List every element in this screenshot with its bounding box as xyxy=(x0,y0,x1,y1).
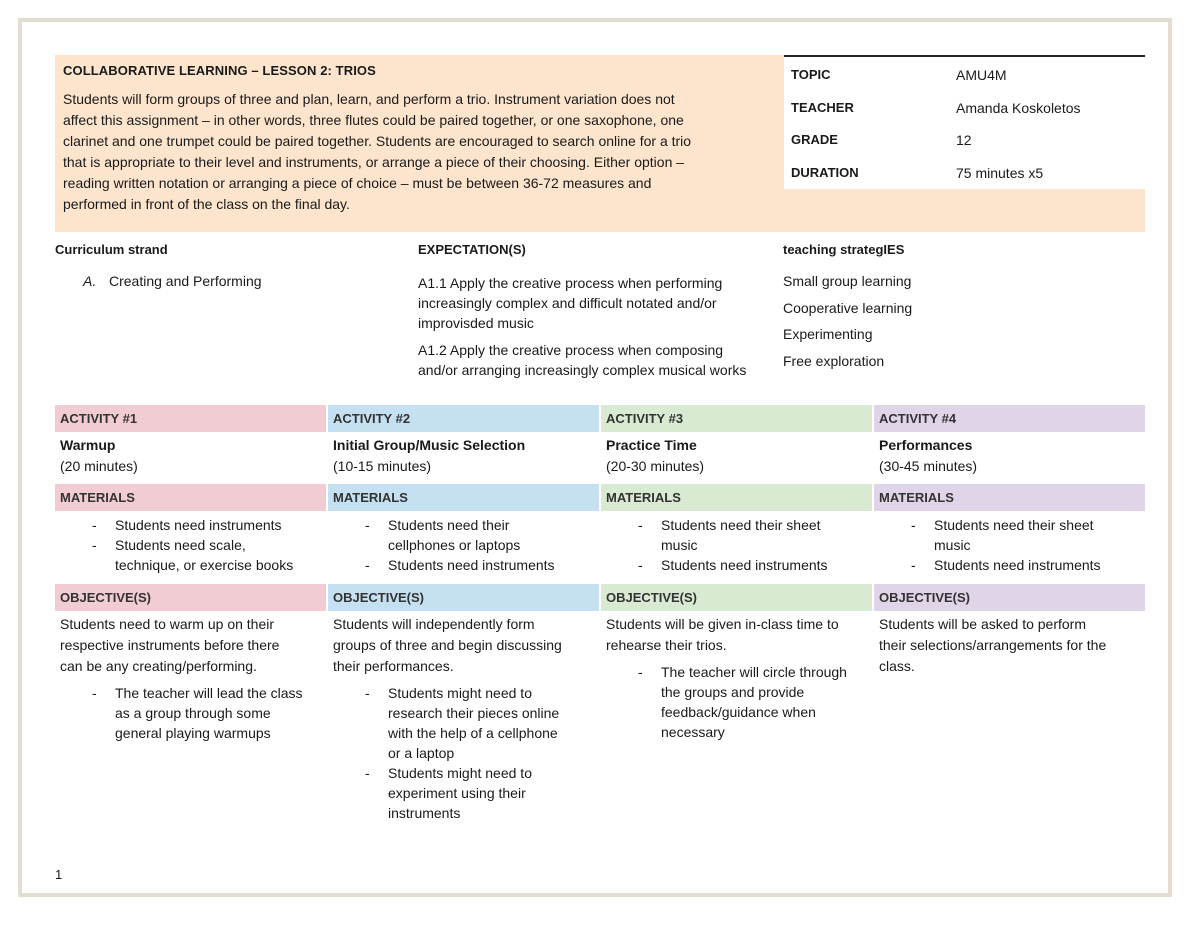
objective-bullet-line: - The teacher will lead the class xyxy=(115,685,303,701)
objective-line: Students will independently form xyxy=(333,616,535,632)
activity-4-materials-list xyxy=(879,515,1140,575)
description-line: reading written notation or arranging a piece of choice – must be between 36-72 measures and xyxy=(63,175,652,191)
description-line: Students will form groups of three and plan, learn, and perform a trio. Instrument variation does not xyxy=(63,91,675,107)
activity-3-objective-bullets xyxy=(606,662,867,742)
activity-4-duration: (30-45 minutes) xyxy=(879,458,978,474)
expectation-line: improvisded music xyxy=(418,315,534,331)
material-item xyxy=(606,515,867,555)
activity-2-title: Initial Group/Music Selection xyxy=(333,437,526,453)
activity-3-duration: (20-30 minutes) xyxy=(606,458,705,474)
material-line: - Students need instruments xyxy=(661,557,828,573)
activity-4-materials-label: MATERIALS xyxy=(879,490,954,505)
material-item xyxy=(333,555,594,575)
activity-2-objective-text xyxy=(333,614,596,677)
material-line: - Students need instruments xyxy=(115,517,282,533)
expectation-item xyxy=(418,340,788,380)
objective-bullet-line: - The teacher will circle through xyxy=(661,664,847,680)
material-item xyxy=(333,515,594,555)
activity-3-materials-list xyxy=(606,515,867,575)
activity-4-objective-label: OBJECTIVE(S) xyxy=(879,590,971,605)
material-item xyxy=(879,515,1140,555)
activity-1-objective-label: OBJECTIVE(S) xyxy=(60,590,152,605)
description-line: affect this assignment – in other words, three flutes could be paired together, or one saxophone, one xyxy=(63,112,684,128)
description-line: performed in front of the class on the final day. xyxy=(63,196,350,212)
expectations-heading: EXPECTATION(S) xyxy=(418,242,526,257)
expectation-item xyxy=(418,273,788,333)
objective-bullet-line: - Students might need to xyxy=(388,685,532,701)
strategy-item: Experimenting xyxy=(783,326,873,342)
activity-2-label: ACTIVITY #2 xyxy=(333,411,411,426)
objective-bullet-line: as a group through some xyxy=(115,705,271,721)
material-line: technique, or exercise books xyxy=(115,557,294,573)
info-label: TEACHER xyxy=(791,99,854,115)
activity-3-objective-text xyxy=(606,614,869,656)
objective-line: rehearse their trios. xyxy=(606,637,727,653)
activity-4-label: ACTIVITY #4 xyxy=(879,411,957,426)
activity-2-objective-bullets xyxy=(333,683,594,823)
material-line: - Students need their sheet xyxy=(934,517,1094,533)
objective-line: Students will be asked to perform xyxy=(879,616,1086,632)
objective-bullet-line: the groups and provide xyxy=(661,684,805,700)
material-line: music xyxy=(934,537,971,553)
activity-1-objective-bullets xyxy=(60,683,321,743)
expectation-line: increasingly complex and difficult notated and/or xyxy=(418,295,717,311)
objective-bullet-line: research their pieces online xyxy=(388,705,560,721)
info-label: TOPIC xyxy=(791,67,831,82)
objective-line: Students will be given in-class time to xyxy=(606,616,839,632)
activity-1-materials-label: MATERIALS xyxy=(60,490,135,505)
activity-2-duration: (10-15 minutes) xyxy=(333,458,432,474)
material-line: cellphones or laptops xyxy=(388,537,521,553)
material-line: - Students need scale, xyxy=(115,537,246,553)
expectation-line: A1.1 Apply the creative process when performing xyxy=(418,275,723,291)
objective-bullet-line: feedback/guidance when xyxy=(661,704,816,720)
objective-line: Students need to warm up on their xyxy=(60,616,275,632)
description-line: that is appropriate to their level and instruments, or arrange a piece of their choosing. Either option – xyxy=(63,154,685,170)
material-item xyxy=(879,555,1140,575)
activity-1-duration: (20 minutes) xyxy=(60,458,138,474)
info-value: 75 minutes x5 xyxy=(956,164,1044,181)
material-line: - Students need instruments xyxy=(388,557,555,573)
lesson-description xyxy=(63,89,763,215)
teaching-strategies-heading: teaching strategIES xyxy=(783,242,905,257)
info-label: DURATION xyxy=(791,164,859,180)
page-number: 1 xyxy=(55,867,63,882)
objective-bullet-line: instruments xyxy=(388,805,461,821)
material-item xyxy=(606,555,867,575)
activity-1-title: Warmup xyxy=(60,437,116,453)
material-line: - Students need their sheet xyxy=(661,517,821,533)
info-value: Amanda Koskoletos xyxy=(956,99,1081,116)
objective-bullet xyxy=(60,683,321,743)
info-value: 12 xyxy=(956,132,972,148)
material-line: - Students need instruments xyxy=(934,557,1101,573)
strategy-item: Free exploration xyxy=(783,352,885,369)
lesson-info-table xyxy=(784,55,1145,189)
activity-3-objective-label: OBJECTIVE(S) xyxy=(606,590,698,605)
strand-letter: A. xyxy=(83,273,97,289)
material-line: - Students need their xyxy=(388,517,510,533)
info-label: GRADE xyxy=(791,132,838,147)
objective-bullet-line: experiment using their xyxy=(388,785,526,801)
objective-line: class. xyxy=(879,658,915,674)
activity-3-label: ACTIVITY #3 xyxy=(606,411,684,426)
expectation-line: A1.2 Apply the creative process when composing xyxy=(418,342,724,358)
material-item xyxy=(60,535,321,575)
info-value: AMU4M xyxy=(956,67,1007,83)
activity-4-title: Performances xyxy=(879,437,973,453)
objective-bullet-line: necessary xyxy=(661,724,725,740)
description-line: clarinet and one trumpet could be paired together. Students are encouraged to search online for a trio xyxy=(63,133,692,149)
objective-line: respective instruments before there xyxy=(60,637,280,653)
activity-2-materials-list xyxy=(333,515,594,575)
objective-line: their selections/arrangements for the xyxy=(879,637,1107,653)
objective-line: can be any creating/performing. xyxy=(60,658,257,674)
objective-bullet-line: - Students might need to xyxy=(388,765,532,781)
lesson-title: COLLABORATIVE LEARNING – LESSON 2: TRIOS xyxy=(63,63,376,78)
strand-item xyxy=(83,273,262,289)
objective-line: their performances. xyxy=(333,658,454,674)
strand-text: Creating and Performing xyxy=(109,273,262,289)
material-line: music xyxy=(661,537,698,553)
expectation-line: and/or arranging increasingly complex musical works xyxy=(418,362,747,378)
activity-3-materials-label: MATERIALS xyxy=(606,490,681,505)
activity-2-materials-label: MATERIALS xyxy=(333,490,408,505)
material-item xyxy=(60,515,321,535)
objective-line: groups of three and begin discussing xyxy=(333,637,562,653)
activity-3-title: Practice Time xyxy=(606,437,697,453)
objective-bullet xyxy=(606,662,867,742)
objective-bullet-line: with the help of a cellphone xyxy=(388,725,558,741)
strategy-item: Cooperative learning xyxy=(783,299,913,316)
objective-bullet-line: general playing warmups xyxy=(115,725,271,741)
activity-1-label: ACTIVITY #1 xyxy=(60,411,138,426)
strategy-item: Small group learning xyxy=(783,273,912,289)
activity-2-objective-label: OBJECTIVE(S) xyxy=(333,590,425,605)
objective-bullet-line: or a laptop xyxy=(388,745,455,761)
activity-1-materials-list xyxy=(60,515,321,575)
curriculum-strand-heading: Curriculum strand xyxy=(55,242,168,257)
objective-bullet xyxy=(333,763,594,823)
activity-4-objective-text xyxy=(879,614,1142,677)
objective-bullet xyxy=(333,683,594,763)
activity-1-objective-text xyxy=(60,614,323,677)
